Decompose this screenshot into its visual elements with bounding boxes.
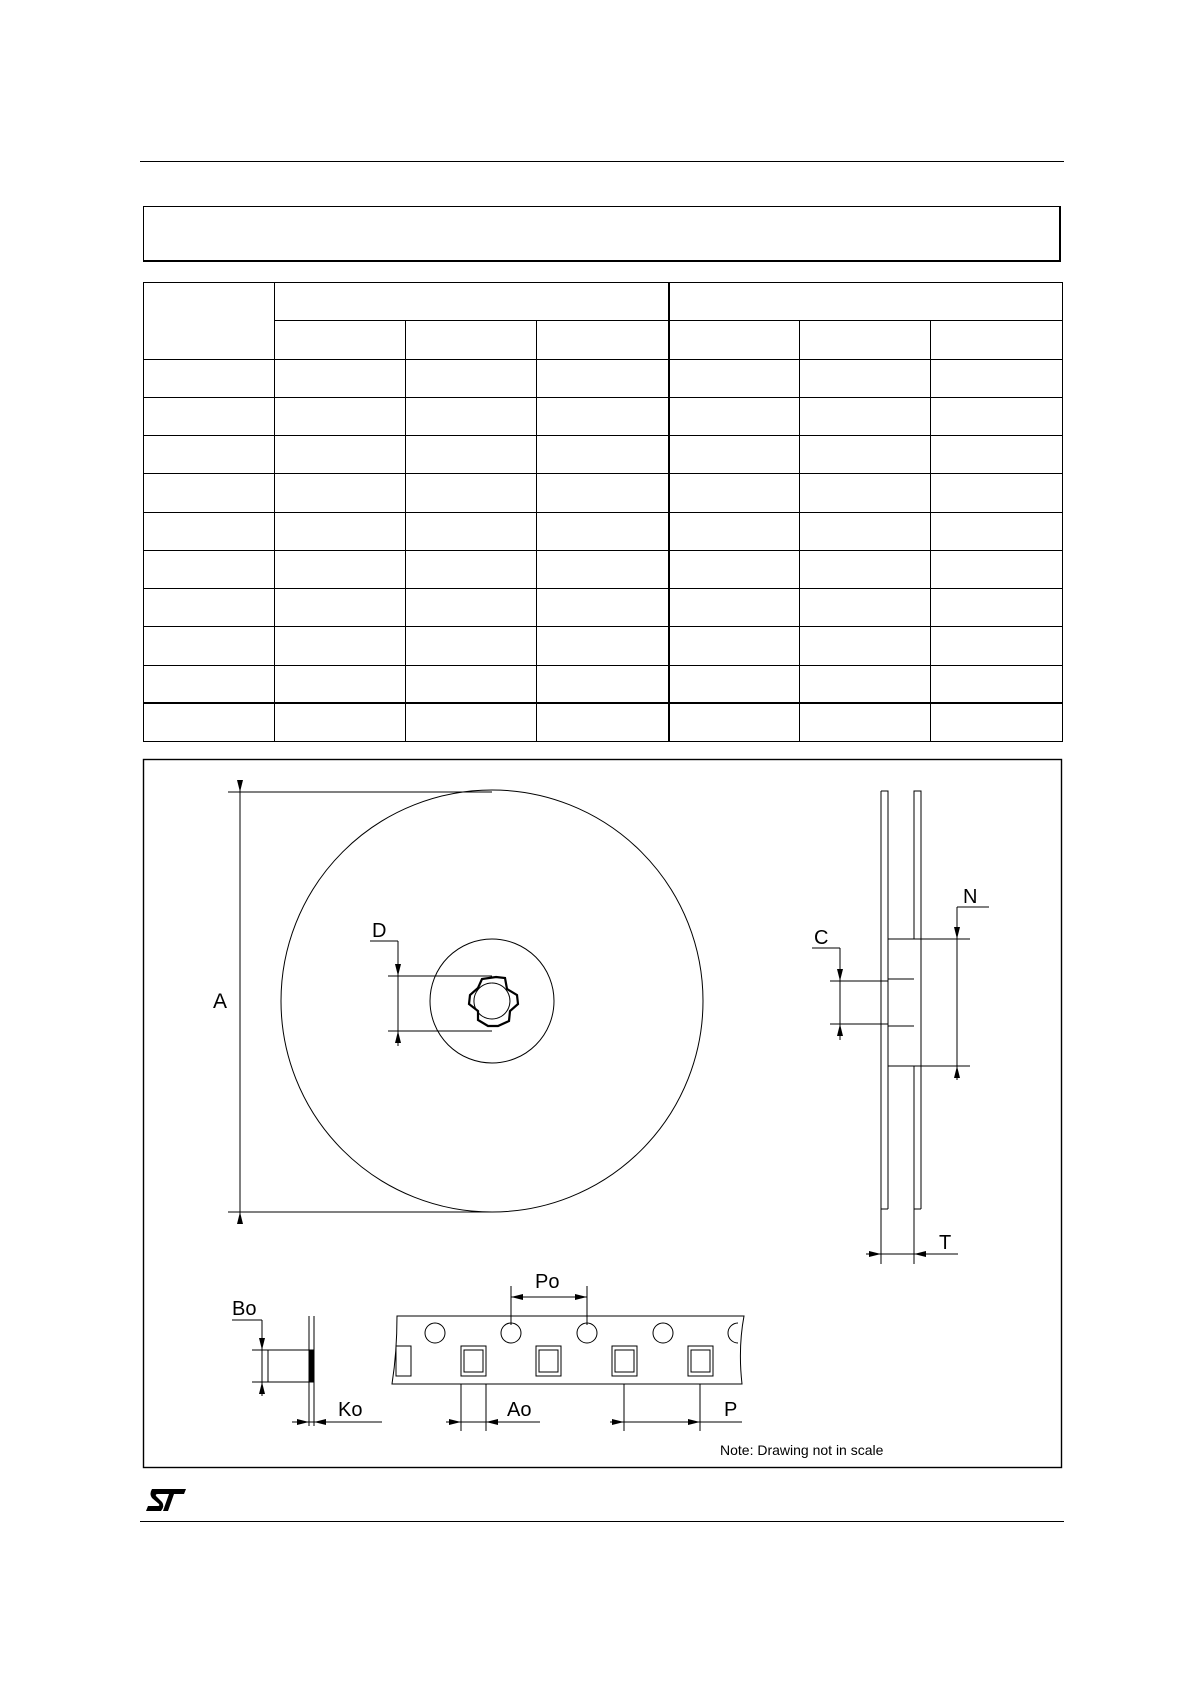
dimension-ko-label: Ko [338, 1399, 363, 1421]
sprocket-hole [501, 1323, 521, 1343]
dimension-c-label: C [814, 927, 829, 949]
reel-arbor-inner [474, 983, 510, 1019]
dimension-ao-label: Ao [507, 1399, 532, 1421]
reel-hub-circle [430, 939, 554, 1063]
bottom-rule [140, 1521, 1064, 1522]
st-logo-icon [144, 1487, 188, 1515]
reel-outer-circle [281, 790, 703, 1212]
reel-side-view [812, 791, 989, 1264]
figure-frame [144, 760, 1062, 1468]
sprocket-hole [577, 1323, 597, 1343]
dimension-bo-label: Bo [232, 1298, 257, 1320]
sprocket-hole [425, 1323, 445, 1343]
dimension-d-label: D [372, 920, 387, 942]
dimension-p-label: P [724, 1399, 738, 1421]
dimension-a-label: A [213, 990, 228, 1013]
dimension-t-label: T [939, 1232, 952, 1254]
carrier-tape-view [392, 1286, 744, 1431]
tape-pocket [396, 1346, 411, 1376]
reel-front-view [228, 780, 703, 1224]
sprocket-hole [653, 1323, 673, 1343]
dimension-n-label: N [963, 886, 978, 908]
dimension-po-label: Po [535, 1271, 560, 1293]
drawing-note: Note: Drawing not in scale [720, 1442, 884, 1458]
